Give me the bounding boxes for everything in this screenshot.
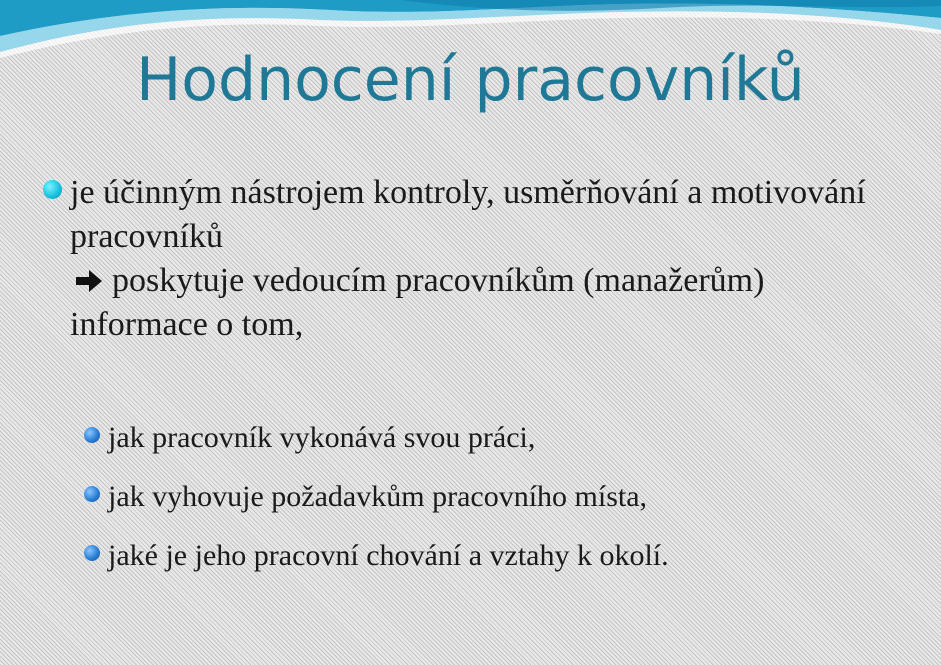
sub-bullet-text: jaké je jeho pracovní chování a vztahy k okolí. bbox=[108, 539, 669, 572]
slide-title: Hodnocení pracovníků bbox=[136, 45, 805, 115]
sub-bullet-item bbox=[80, 418, 920, 477]
blue-dot-bullet-icon bbox=[84, 486, 100, 502]
blue-dot-bullet-icon bbox=[84, 545, 100, 561]
sub-bullet-text: jak pracovník vykonává svou práci, bbox=[108, 421, 536, 454]
sub-bullet-item bbox=[80, 536, 920, 595]
main-bullet-block bbox=[40, 171, 900, 347]
sub-bullet-item bbox=[80, 477, 920, 536]
main-bullet-text: je účinným nástrojem kontroly, usměrňování a motivování pracovníků bbox=[70, 174, 866, 255]
info-statement-text: poskytuje vedoucím pracovníkům (manažerům) informace o tom, bbox=[70, 262, 765, 343]
right-arrow-icon bbox=[76, 270, 102, 292]
cyan-dot-bullet-icon bbox=[43, 180, 62, 199]
sub-bullet-text: jak vyhovuje požadavkům pracovního místa, bbox=[108, 480, 648, 513]
blue-dot-bullet-icon bbox=[84, 427, 100, 443]
sub-bullet-list bbox=[80, 418, 920, 595]
